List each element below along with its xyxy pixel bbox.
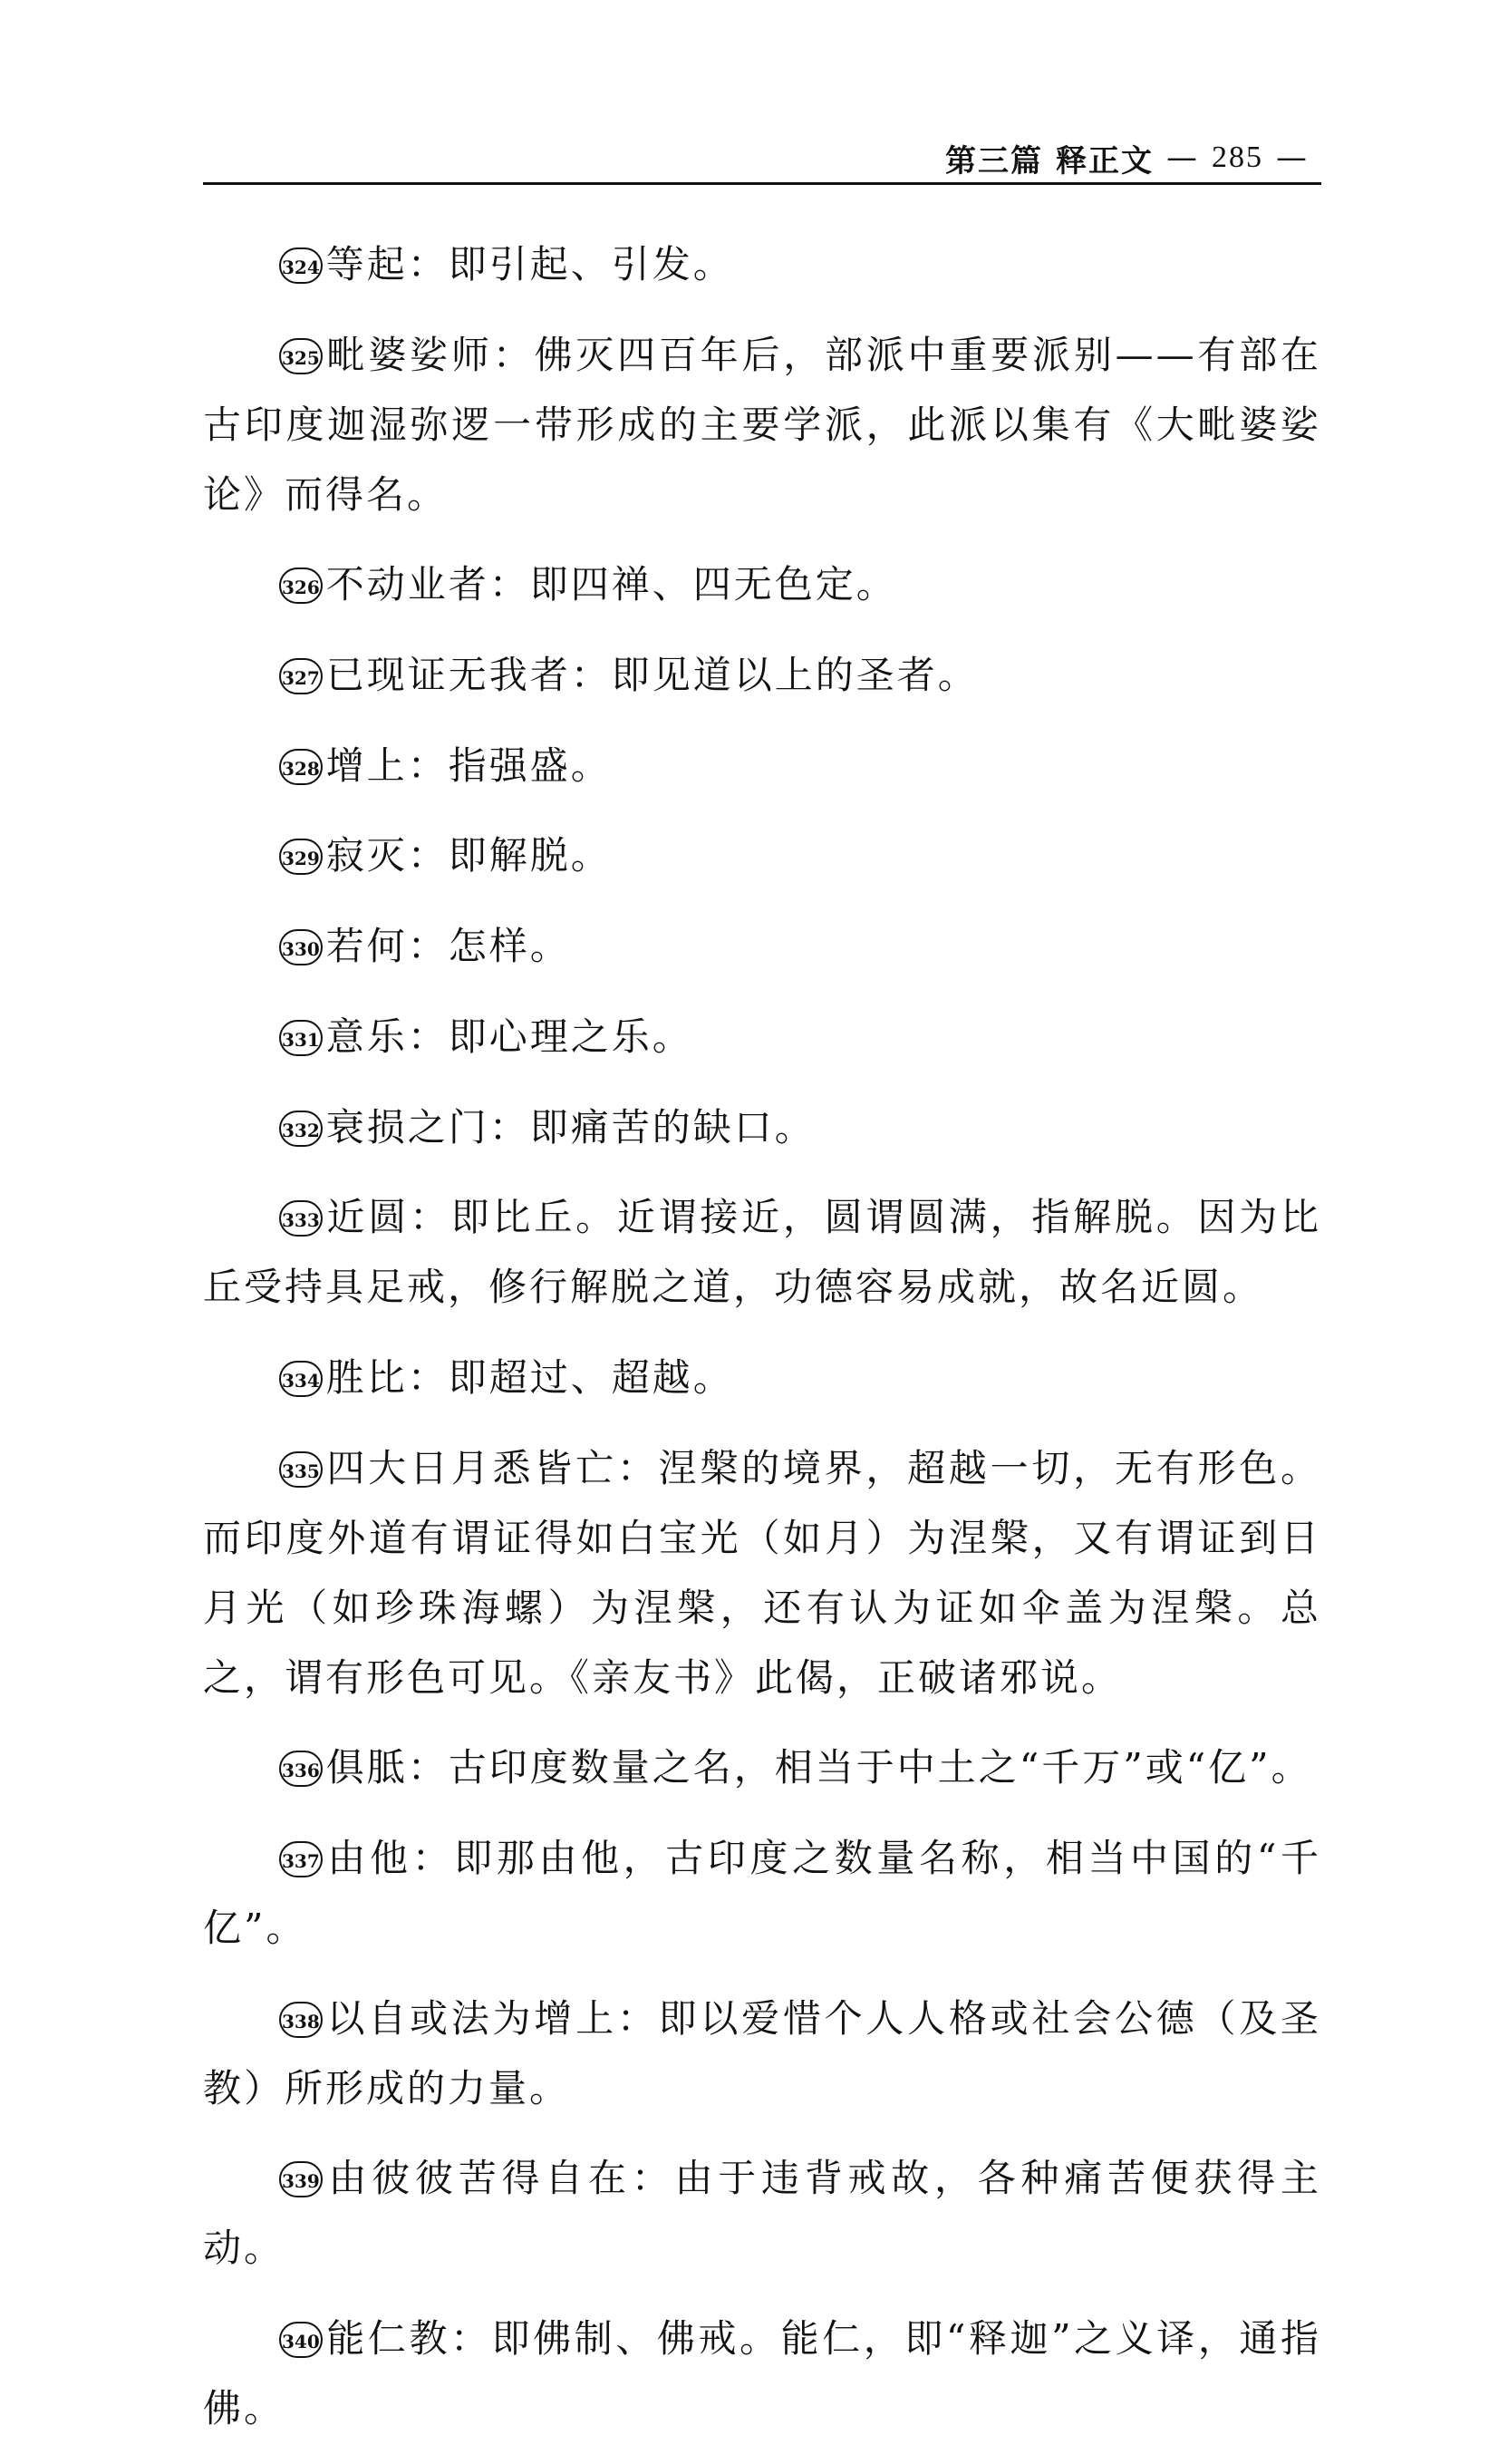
note-number-circle: 333 (279, 1200, 323, 1237)
note-item (203, 2143, 1321, 2283)
header-section: 释正文 (1056, 142, 1154, 179)
note-text: 不动业者：即四禅、四无色定。 (325, 562, 897, 607)
note-number-circle: 338 (279, 2002, 323, 2038)
page-number: 285 (1212, 141, 1263, 174)
note-text: 毗婆娑师：佛灭四百年后，部派中重要派别——有部在古印度迦湿弥逻一带形成的主要学派，此派以集有《大毗婆娑论》而得名。 (203, 332, 1321, 517)
note-item (203, 640, 1321, 710)
note-number-circle: 335 (279, 1451, 323, 1488)
notes-list (203, 229, 1321, 2464)
note-number-circle: 327 (279, 658, 323, 694)
note-item (203, 229, 1321, 299)
note-text: 意乐：即心理之乐。 (325, 1014, 693, 1059)
note-text: 等起：即引起、引发。 (325, 242, 734, 286)
note-text: 能仁教：即佛制、佛戒。能仁，即“释迦”之义译，通指佛。 (203, 2316, 1321, 2430)
note-item (203, 731, 1321, 800)
header-dash-right: — (1276, 140, 1309, 176)
note-number-circle: 334 (279, 1361, 323, 1397)
note-number-circle: 340 (279, 2322, 323, 2358)
header-dash-left: — (1166, 140, 1199, 176)
note-item (203, 2304, 1321, 2443)
note-text: 已现证无我者：即见道以上的圣者。 (325, 653, 979, 698)
note-number-circle: 325 (279, 338, 323, 374)
note-item (203, 1002, 1321, 1072)
note-number-circle: 328 (279, 749, 323, 785)
header-part: 第三篇 (945, 142, 1043, 179)
note-text: 若何：怎样。 (325, 924, 571, 969)
header-rule (203, 182, 1321, 185)
note-item (203, 1823, 1321, 1963)
note-number-circle: 337 (279, 1841, 323, 1877)
note-text: 由彼彼苦得自在：由于违背戒故，各种痛苦便获得主动。 (203, 2156, 1321, 2271)
note-item (203, 1984, 1321, 2123)
note-item (203, 1092, 1321, 1162)
note-number-circle: 332 (279, 1111, 323, 1147)
note-text: 以自或法为增上：即以爱惜个人人格或社会公德（及圣教）所形成的力量。 (203, 1995, 1321, 2110)
note-item (203, 1343, 1321, 1412)
note-item (203, 911, 1321, 981)
note-number-circle: 336 (279, 1751, 323, 1787)
note-item (203, 320, 1321, 529)
note-text: 衰损之门：即痛苦的缺口。 (325, 1104, 816, 1150)
note-item (203, 1732, 1321, 1802)
note-item (203, 1433, 1321, 1712)
note-item (203, 820, 1321, 890)
note-item (203, 1182, 1321, 1322)
note-text: 四大日月悉皆亡：涅槃的境界，超越一切，无有形色。而印度外道有谓证得如白宝光（如月）为涅槃，又有谓证到日月光（如珍珠海螺）为涅槃，还有认为证如伞盖为涅槃。总之，谓有形色可见。《亲友书》此偈，正破诸邪说。 (203, 1445, 1321, 1700)
note-text: 寂灭：即解脱。 (325, 833, 612, 878)
running-header (203, 132, 1321, 183)
note-text: 俱胝：古印度数量之名，相当于中土之“千万”或“亿”。 (325, 1745, 1312, 1790)
note-item (203, 549, 1321, 619)
note-number-circle: 330 (279, 929, 323, 965)
note-number-circle: 329 (279, 839, 323, 875)
note-text: 近圆：即比丘。近谓接近，圆谓圆满，指解脱。因为比丘受持具足戒，修行解脱之道，功德容易成就，故名近圆。 (203, 1195, 1321, 1310)
note-number-circle: 326 (279, 567, 323, 604)
note-text: 胜比：即超过、超越。 (325, 1354, 734, 1400)
note-text: 由他：即那由他，古印度之数量名称，相当中国的“千亿”。 (203, 1835, 1321, 1950)
note-number-circle: 324 (279, 247, 323, 284)
note-number-circle: 339 (279, 2161, 323, 2197)
note-number-circle: 331 (279, 1020, 323, 1056)
note-text: 增上：指强盛。 (325, 742, 612, 788)
